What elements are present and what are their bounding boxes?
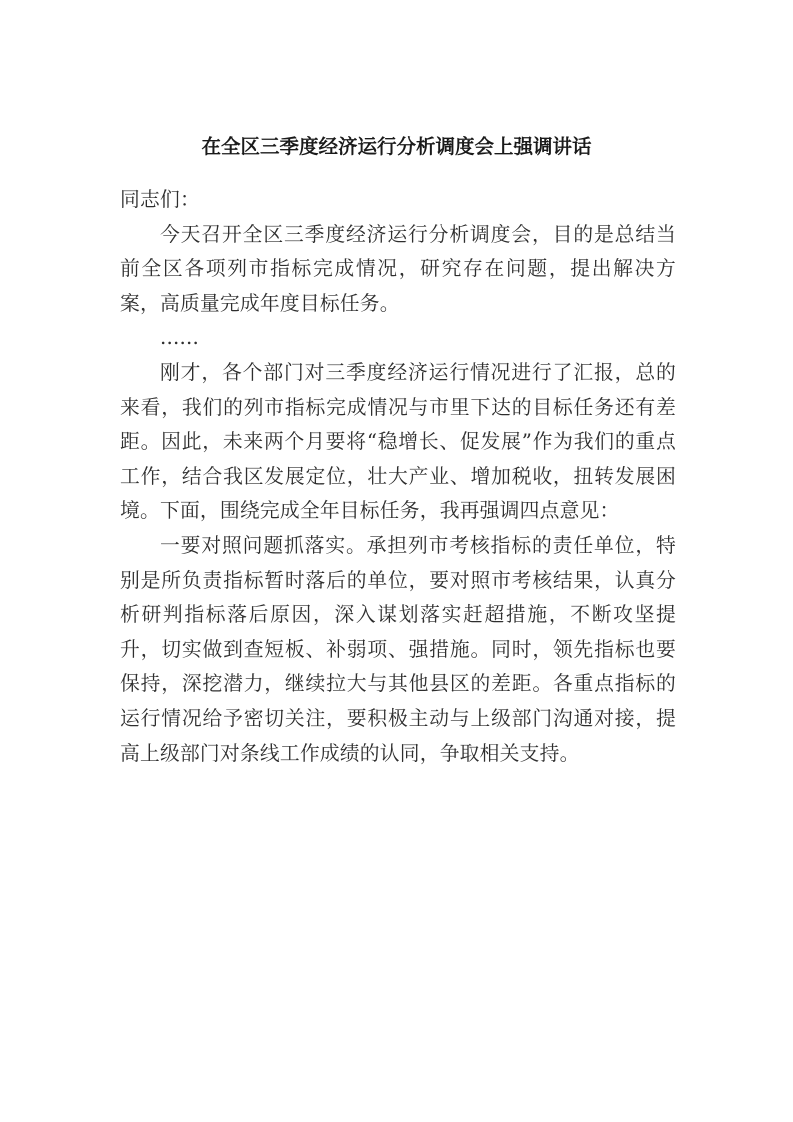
salutation: 同志们： — [120, 188, 200, 211]
paragraph-opening: 今天召开全区三季度经济运行分析调度会，目的是总结当前全区各项列市指标完成情况，研究存在问题，提出解决方案，高质量完成年度目标任务。 — [120, 222, 676, 315]
paragraph-ellipsis: ...... — [160, 326, 199, 350]
paragraph-point-one: 一要对照问题抓落实。承担列市考核指标的责任单位，特别是所负责指标暂时落后的单位，要对照市考核结果，认真分析研判指标落后原因，深入谋划落实赶超措施，不断攻坚提升，切实做到查短板、补弱项、强措施。同时，领先指标也要保持，深挖潜力，继续拉大与其他县区的差距。各重点指标的运行情况给予密切关注，要积极主动与上级部门沟通对接，提高上级部门对条线工作成绩的认同，争取相关支持。 — [120, 533, 676, 765]
paragraph-summary: 刚才，各个部门对三季度经济运行情况进行了汇报，总的来看，我们的列市指标完成情况与市里下达的目标任务还有差距。因此，未来两个月要将“稳增长、促发展”作为我们的重点工作，结合我区发展定位，壮大产业、增加税收，扭转发展困境。下面，围绕完成全年目标任务，我再强调四点意见： — [120, 360, 676, 523]
document-title: 在全区三季度经济运行分析调度会上强调讲话 — [201, 135, 592, 158]
document-body — [120, 183, 676, 771]
